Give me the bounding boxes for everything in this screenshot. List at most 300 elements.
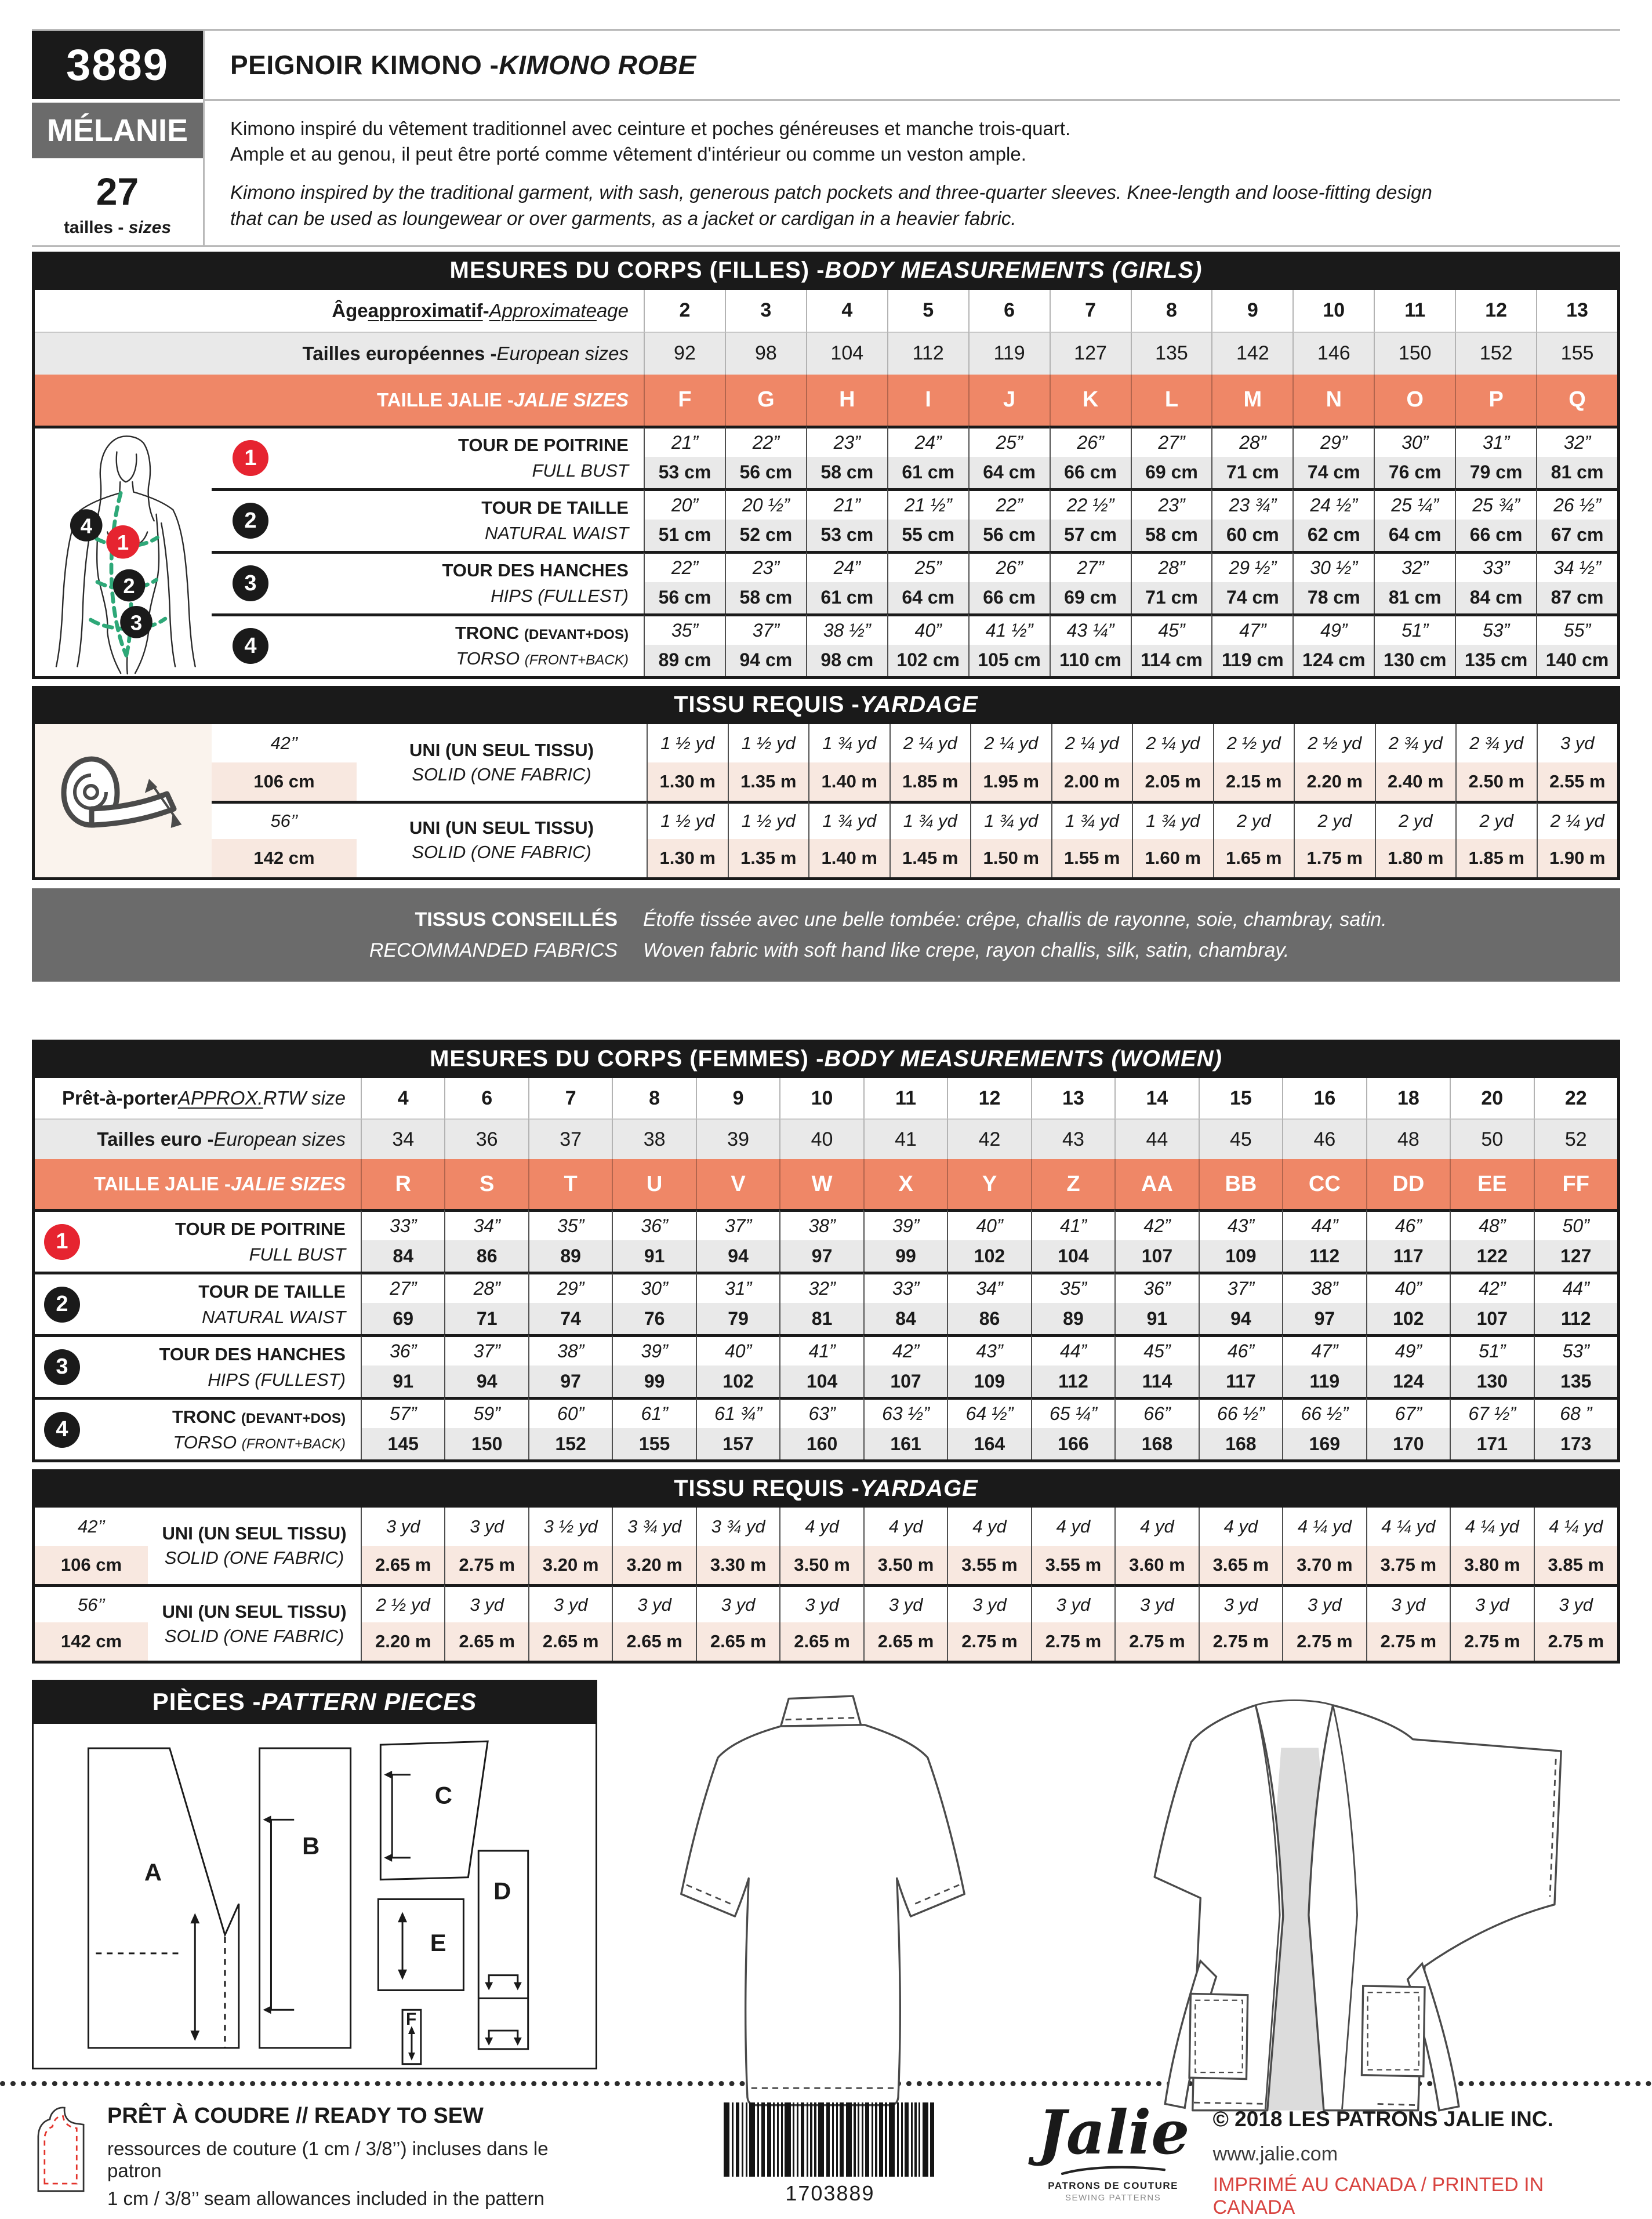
table-cell: 40” <box>887 613 968 645</box>
table-cell: 26” <box>1050 426 1131 457</box>
label-part: TOUR DE POITRINE <box>175 1218 346 1239</box>
table-cell: 3.60 m <box>1114 1546 1198 1584</box>
table-cell: 66 cm <box>968 582 1050 613</box>
table-cell: 37” <box>696 1209 779 1240</box>
desc-en-line1: Kimono inspired by the traditional garment, with sash, generous patch pockets and three-quarter sleeves. Knee-length and loose-fitting design <box>230 181 1432 204</box>
table-cell: 31” <box>1455 426 1536 457</box>
table-cell: 2 ¾ yd <box>1455 724 1537 762</box>
table-cell: 2.40 m <box>1375 762 1456 801</box>
table-cell: J <box>968 375 1050 426</box>
table-cell: 152 <box>1455 332 1536 375</box>
seam-allowance-icon <box>32 2102 90 2198</box>
table-cell: 30 ½” <box>1292 551 1374 582</box>
table-cell: 39” <box>612 1334 695 1365</box>
label-part: MESURES DU CORPS (FEMMES) - <box>430 1045 825 1072</box>
table-cell: 44” <box>1282 1209 1366 1240</box>
table-cell: 94 <box>1199 1303 1282 1334</box>
table-cell: 64 cm <box>968 457 1050 488</box>
barcode-bar <box>862 2102 863 2177</box>
table-cell: 4 ¼ yd <box>1534 1508 1617 1546</box>
girls-yardage-header <box>32 686 1620 724</box>
table-cell: 1.45 m <box>889 839 971 877</box>
measure-label-en <box>485 523 629 544</box>
barcode-bar <box>826 2102 830 2177</box>
pattern-number: 3889 <box>32 31 203 99</box>
desc-fr-line1: Kimono inspiré du vêtement traditionnel avec ceinture et poches généreuses et manche trois-quart. <box>230 118 1071 139</box>
table-cell: 25” <box>887 551 968 582</box>
table-cell: 41 ½” <box>968 613 1050 645</box>
measure-label-fr <box>175 1219 346 1240</box>
table-cell: L <box>1131 375 1212 426</box>
table-cell: 1.90 m <box>1537 839 1618 877</box>
table-cell: 1 ¾ yd <box>970 801 1051 839</box>
barcode-bar <box>767 2102 771 2177</box>
table-cell: 130 cm <box>1374 645 1455 676</box>
table-cell: 21 ½” <box>887 488 968 520</box>
table-cell: 2.65 m <box>779 1622 863 1661</box>
table-cell: 27” <box>1050 551 1131 582</box>
table-cell: 3.55 m <box>1031 1546 1114 1584</box>
table-cell: 74 cm <box>1292 457 1374 488</box>
fabric-width-in: 56’’ <box>212 801 357 839</box>
table-cell: 2 yd <box>1213 801 1294 839</box>
table-cell: 2.75 m <box>1199 1622 1282 1661</box>
table-cell: 102 cm <box>887 645 968 676</box>
table-cell: 26” <box>968 551 1050 582</box>
table-cell: 49” <box>1366 1334 1450 1365</box>
barcode-bar <box>858 2102 859 2177</box>
table-cell: 53 cm <box>806 520 887 551</box>
fabrics-label-en: RECOMMANDED FABRICS <box>369 939 618 961</box>
label-part: European sizes <box>496 342 629 364</box>
measure-number-badge: 2 <box>44 1287 80 1323</box>
table-cell: 64 cm <box>887 582 968 613</box>
measure-label <box>212 426 644 488</box>
table-cell: O <box>1374 375 1455 426</box>
measure-label-en <box>491 586 629 606</box>
table-cell: 150 <box>444 1428 528 1459</box>
table-cell: 10 <box>779 1078 863 1118</box>
table-cell: 104 <box>806 332 887 375</box>
table-cell: 53” <box>1455 613 1536 645</box>
table-cell: 3.75 m <box>1366 1546 1450 1584</box>
table-cell: 104 <box>1031 1240 1114 1272</box>
table-cell: 41” <box>1031 1209 1114 1240</box>
label-part: PRÊT À COUDRE // <box>107 2104 314 2129</box>
table-cell: 1.95 m <box>970 762 1051 801</box>
header-right-column <box>203 31 1620 245</box>
table-cell: 4 yd <box>779 1508 863 1546</box>
table-cell: 91 <box>1114 1303 1198 1334</box>
barcode-bar <box>923 2102 928 2177</box>
table-cell: 3.55 m <box>947 1546 1030 1584</box>
header <box>32 29 1620 247</box>
row-label <box>35 375 644 426</box>
table-cell: 112 <box>1534 1303 1617 1334</box>
table-cell: 60” <box>528 1397 612 1428</box>
table-cell: X <box>863 1159 947 1209</box>
label-part: PEIGNOIR KIMONO - <box>230 50 499 80</box>
table-cell: 46” <box>1366 1209 1450 1240</box>
table-cell: 18 <box>1366 1078 1450 1118</box>
table-cell: 41 <box>863 1118 947 1159</box>
table-cell: 63 ½” <box>863 1397 947 1428</box>
fabric-option-en: SOLID (ONE FABRIC) <box>412 764 591 785</box>
jalie-logo <box>1037 2097 1190 2203</box>
table-cell: 67 cm <box>1536 520 1617 551</box>
label-part: TOUR DE POITRINE <box>458 435 629 456</box>
table-cell: 97 <box>1282 1303 1366 1334</box>
barcode-bar <box>865 2102 869 2177</box>
table-cell: 2.75 m <box>1282 1622 1366 1661</box>
fabric-width-in: 42’’ <box>270 732 298 753</box>
table-cell: 9 <box>696 1078 779 1118</box>
table-cell: 160 <box>779 1428 863 1459</box>
table-cell: 20 ½” <box>725 488 806 520</box>
barcode-bar <box>901 2102 903 2177</box>
table-cell: 66 ½” <box>1282 1397 1366 1428</box>
table-cell: 122 <box>1450 1240 1533 1272</box>
fabric-option-fr: UNI (UN SEUL TISSU) <box>162 1523 347 1544</box>
label-part: sizes <box>128 217 172 237</box>
table-cell: W <box>779 1159 863 1209</box>
logo-subtitle-en: SEWING PATTERNS <box>1065 2193 1161 2203</box>
table-cell: 4 yd <box>947 1508 1030 1546</box>
table-cell: 29” <box>528 1272 612 1303</box>
table-cell: G <box>725 375 806 426</box>
table-cell: 4 yd <box>1031 1508 1114 1546</box>
label-part: Tailles euro - <box>97 1128 214 1150</box>
pattern-pieces-diagram <box>32 1724 597 2069</box>
table-cell: 34 <box>361 1118 444 1159</box>
table-cell: 34 ½” <box>1536 551 1617 582</box>
table-cell: 13 <box>1031 1078 1114 1118</box>
label-part: YARDAGE <box>859 1475 978 1501</box>
table-cell: 55 cm <box>887 520 968 551</box>
measure-label <box>212 551 644 613</box>
table-cell: 39 <box>696 1118 779 1159</box>
table-cell: 145 <box>361 1428 444 1459</box>
table-cell: V <box>696 1159 779 1209</box>
fabric-option-fr: UNI (UN SEUL TISSU) <box>409 818 594 838</box>
table-cell: 97 <box>779 1240 863 1272</box>
table-cell: K <box>1050 375 1131 426</box>
table-cell: 2.75 m <box>1366 1622 1450 1661</box>
fabric-option-en: SOLID (ONE FABRIC) <box>164 1625 344 1646</box>
table-cell: 1.40 m <box>808 762 889 801</box>
table-cell: 22” <box>968 488 1050 520</box>
table-cell: 36” <box>361 1334 444 1365</box>
table-cell: 3.50 m <box>863 1546 947 1584</box>
label-part: HIPS (FULLEST) <box>208 1369 346 1390</box>
row-label <box>35 332 644 375</box>
table-cell: 161 <box>863 1428 947 1459</box>
table-cell: 35” <box>528 1209 612 1240</box>
barcode-bar <box>930 2102 934 2177</box>
table-cell: 36” <box>1114 1272 1198 1303</box>
pattern-piece-icon <box>32 2102 90 2195</box>
label-part: Approximate <box>489 299 597 321</box>
barcode-bar <box>761 2102 765 2177</box>
table-cell: 29 ½” <box>1211 551 1292 582</box>
table-cell: 2 ¼ yd <box>889 724 971 762</box>
label-part: (DEVANT+DOS) <box>524 627 629 643</box>
table-cell: 130 <box>1450 1365 1533 1397</box>
table-cell: 3 yd <box>1282 1584 1366 1622</box>
table-cell: 89 cm <box>644 645 725 676</box>
label-part: NATURAL WAIST <box>201 1306 346 1327</box>
row-label <box>35 1159 361 1209</box>
table-cell: 14 <box>1114 1078 1198 1118</box>
table-cell: 81 <box>779 1303 863 1334</box>
table-cell: 2 yd <box>1294 801 1375 839</box>
fabric-option-fr: UNI (UN SEUL TISSU) <box>162 1601 347 1622</box>
table-cell: 57” <box>361 1397 444 1428</box>
pattern-name: MÉLANIE <box>32 103 203 158</box>
table-cell: 168 <box>1199 1428 1282 1459</box>
table-cell: 50” <box>1534 1209 1617 1240</box>
table-cell: 23 ¾” <box>1211 488 1292 520</box>
table-cell: 32” <box>1536 426 1617 457</box>
table-cell: 7 <box>528 1078 612 1118</box>
table-cell: 44” <box>1031 1334 1114 1365</box>
table-cell: 12 <box>1455 290 1536 332</box>
table-cell: 155 <box>1536 332 1617 375</box>
label-part: age <box>596 299 629 321</box>
fabrics-text <box>643 905 1620 965</box>
table-cell: 64 cm <box>1374 520 1455 551</box>
table-cell: 71 <box>444 1303 528 1334</box>
table-cell: 35” <box>1031 1272 1114 1303</box>
table-cell: 43 ¼” <box>1050 613 1131 645</box>
table-cell: 8 <box>612 1078 695 1118</box>
table-cell: 58 cm <box>806 457 887 488</box>
table-cell: 9 <box>1211 290 1292 332</box>
label-part: (FRONT+BACK) <box>241 1436 346 1452</box>
label-part: HIPS (FULLEST) <box>491 586 629 606</box>
table-cell: M <box>1211 375 1292 426</box>
barcode-bar <box>793 2102 794 2177</box>
label-part: TAILLE JALIE - <box>377 388 514 411</box>
table-cell: 2 <box>644 290 725 332</box>
barcode-bar <box>914 2102 916 2177</box>
table-cell: 41” <box>779 1334 863 1365</box>
table-cell: 20 <box>1450 1078 1533 1118</box>
table-cell: 81 cm <box>1536 457 1617 488</box>
table-cell: 79 <box>696 1303 779 1334</box>
bottom-section <box>32 1680 1620 2069</box>
measure-label-fr <box>481 497 629 518</box>
label-part: BODY MEASUREMENTS (WOMEN) <box>824 1045 1222 1072</box>
table-cell: 43 <box>1031 1118 1114 1159</box>
table-cell: 2 ½ yd <box>1294 724 1375 762</box>
table-cell: 155 <box>612 1428 695 1459</box>
barcode-bar <box>742 2102 743 2177</box>
fabric-roll-icon <box>35 724 212 877</box>
measure-label-en <box>532 460 629 481</box>
measure-label <box>35 1334 361 1397</box>
table-cell: 1.80 m <box>1375 839 1456 877</box>
table-cell: 3.85 m <box>1534 1546 1617 1584</box>
table-cell: 56 cm <box>644 582 725 613</box>
table-cell: 87 cm <box>1536 582 1617 613</box>
table-cell: S <box>444 1159 528 1209</box>
table-cell: 46 <box>1282 1118 1366 1159</box>
table-cell: Z <box>1031 1159 1114 1209</box>
table-cell: 12 <box>947 1078 1030 1118</box>
table-cell: 68 ” <box>1534 1397 1617 1428</box>
back-view-drawing <box>681 1696 964 2105</box>
label-part: European sizes <box>213 1128 346 1150</box>
description-english <box>205 167 1620 245</box>
table-cell: 89 <box>1031 1303 1114 1334</box>
table-cell: 37” <box>444 1334 528 1365</box>
table-cell: 2.75 m <box>1534 1622 1617 1661</box>
label-part: MESURES DU CORPS (FILLES) - <box>449 257 825 284</box>
fabric-option-label <box>357 724 647 801</box>
table-cell: 22 <box>1534 1078 1617 1118</box>
svg-text:B: B <box>302 1832 320 1860</box>
barcode-bar <box>724 2102 729 2177</box>
description-french <box>205 101 1620 167</box>
table-cell: 3.30 m <box>696 1546 779 1584</box>
label-part: TOUR DES HANCHES <box>442 560 629 581</box>
page-title <box>205 31 1620 101</box>
label-part: TORSO <box>456 648 525 669</box>
table-cell: 1 ½ yd <box>647 724 728 762</box>
table-cell: 21” <box>644 426 725 457</box>
pattern-pieces-panel <box>32 1680 597 2069</box>
table-cell: 4 yd <box>863 1508 947 1546</box>
table-cell: 66” <box>1114 1397 1198 1428</box>
table-cell: 42 <box>947 1118 1030 1159</box>
table-cell: 13 <box>1536 290 1617 332</box>
table-cell: 81 cm <box>1374 582 1455 613</box>
table-cell: 44 <box>1114 1118 1198 1159</box>
measure-label <box>35 1397 361 1459</box>
girls-measurements-table <box>32 290 1620 679</box>
table-cell: 25 ¾” <box>1455 488 1536 520</box>
table-cell: 2.20 m <box>361 1622 444 1661</box>
table-cell: 127 <box>1534 1240 1617 1272</box>
table-cell: 84 <box>361 1240 444 1272</box>
table-cell: 8 <box>1131 290 1212 332</box>
table-cell: 69 cm <box>1131 457 1212 488</box>
table-cell: 52 cm <box>725 520 806 551</box>
label-part: Âge <box>332 299 368 321</box>
fabric-width-in: 42’’ <box>77 1516 106 1537</box>
body-figure-cell <box>35 426 212 676</box>
fabrics-label-fr: TISSUS CONSEILLÉS <box>415 908 618 931</box>
svg-text:3: 3 <box>130 611 143 635</box>
table-cell: 3 yd <box>444 1508 528 1546</box>
table-cell: DD <box>1366 1159 1450 1209</box>
table-cell: AA <box>1114 1159 1198 1209</box>
label-part: NATURAL WAIST <box>484 523 629 544</box>
table-cell: 94 cm <box>725 645 806 676</box>
table-cell: 3.20 m <box>612 1546 695 1584</box>
label-part: TISSU REQUIS - <box>674 1475 860 1501</box>
table-cell: 166 <box>1031 1428 1114 1459</box>
table-cell: 1.60 m <box>1132 839 1213 877</box>
table-cell: 25 ¼” <box>1374 488 1455 520</box>
barcode-block <box>724 2102 936 2206</box>
svg-text:1: 1 <box>117 531 129 555</box>
table-cell: 112 <box>1031 1365 1114 1397</box>
label-part: APPROX. <box>177 1087 263 1109</box>
label-part: JALIE SIZES <box>230 1173 346 1195</box>
table-cell: EE <box>1450 1159 1533 1209</box>
table-cell: 1.40 m <box>808 839 889 877</box>
table-cell: 7 <box>1050 290 1131 332</box>
table-cell: 168 <box>1114 1428 1198 1459</box>
table-cell: 59” <box>444 1397 528 1428</box>
table-cell: 2.55 m <box>1537 762 1618 801</box>
table-cell: 164 <box>947 1428 1030 1459</box>
table-cell: 11 <box>863 1078 947 1118</box>
table-cell: 43” <box>947 1334 1030 1365</box>
barcode-bar <box>897 2102 899 2177</box>
table-cell: 51” <box>1374 613 1455 645</box>
table-cell: 1 ¾ yd <box>1051 801 1132 839</box>
table-cell: 135 <box>1131 332 1212 375</box>
table-cell: 1.35 m <box>728 839 809 877</box>
label-part: TRONC <box>172 1406 241 1427</box>
copyright-line: © 2018 LES PATRONS JALIE INC. <box>1212 2107 1553 2131</box>
table-cell: 48” <box>1450 1209 1533 1240</box>
measure-label-fr <box>442 560 629 581</box>
table-cell: 43” <box>1199 1209 1282 1240</box>
table-cell: 31” <box>696 1272 779 1303</box>
barcode-bar <box>872 2102 873 2177</box>
table-cell: 32” <box>1374 551 1455 582</box>
label-part: TOUR DE TAILLE <box>481 497 629 518</box>
table-cell: 2 ¼ yd <box>1051 724 1132 762</box>
measure-label-en <box>173 1432 346 1453</box>
table-cell: 42” <box>1114 1209 1198 1240</box>
table-cell: 2.75 m <box>444 1546 528 1584</box>
measure-label-fr <box>198 1281 346 1302</box>
fabric-width-cm: 142 cm <box>35 1622 148 1661</box>
table-cell: 119 cm <box>1211 645 1292 676</box>
table-cell: 2.20 m <box>1294 762 1375 801</box>
table-cell: 45 <box>1199 1118 1282 1159</box>
measure-number-badge: 3 <box>233 565 268 601</box>
fabric-width-in: 56’’ <box>35 1584 148 1622</box>
measure-label-en <box>208 1370 346 1390</box>
table-cell: 2.75 m <box>1031 1622 1114 1661</box>
table-cell: 142 <box>1211 332 1292 375</box>
table-cell: 38 <box>612 1118 695 1159</box>
barcode-bar <box>875 2102 877 2177</box>
table-cell: 15 <box>1199 1078 1282 1118</box>
table-cell: 152 <box>528 1428 612 1459</box>
label-part: JALIE SIZES <box>513 388 629 411</box>
table-cell: 107 <box>1450 1303 1533 1334</box>
table-cell: 5 <box>887 290 968 332</box>
table-cell: 84 cm <box>1455 582 1536 613</box>
table-cell: 67” <box>1366 1397 1450 1428</box>
table-cell: 1.85 m <box>889 762 971 801</box>
barcode-bar <box>777 2102 779 2177</box>
table-cell: 127 <box>1050 332 1131 375</box>
table-cell: 2.75 m <box>1450 1622 1533 1661</box>
table-cell: 91 <box>361 1365 444 1397</box>
table-cell: 1 ¾ yd <box>1132 801 1213 839</box>
table-cell: 2.65 m <box>612 1622 695 1661</box>
measure-label-en <box>202 1307 346 1328</box>
table-cell: 2 ¾ yd <box>1375 724 1456 762</box>
